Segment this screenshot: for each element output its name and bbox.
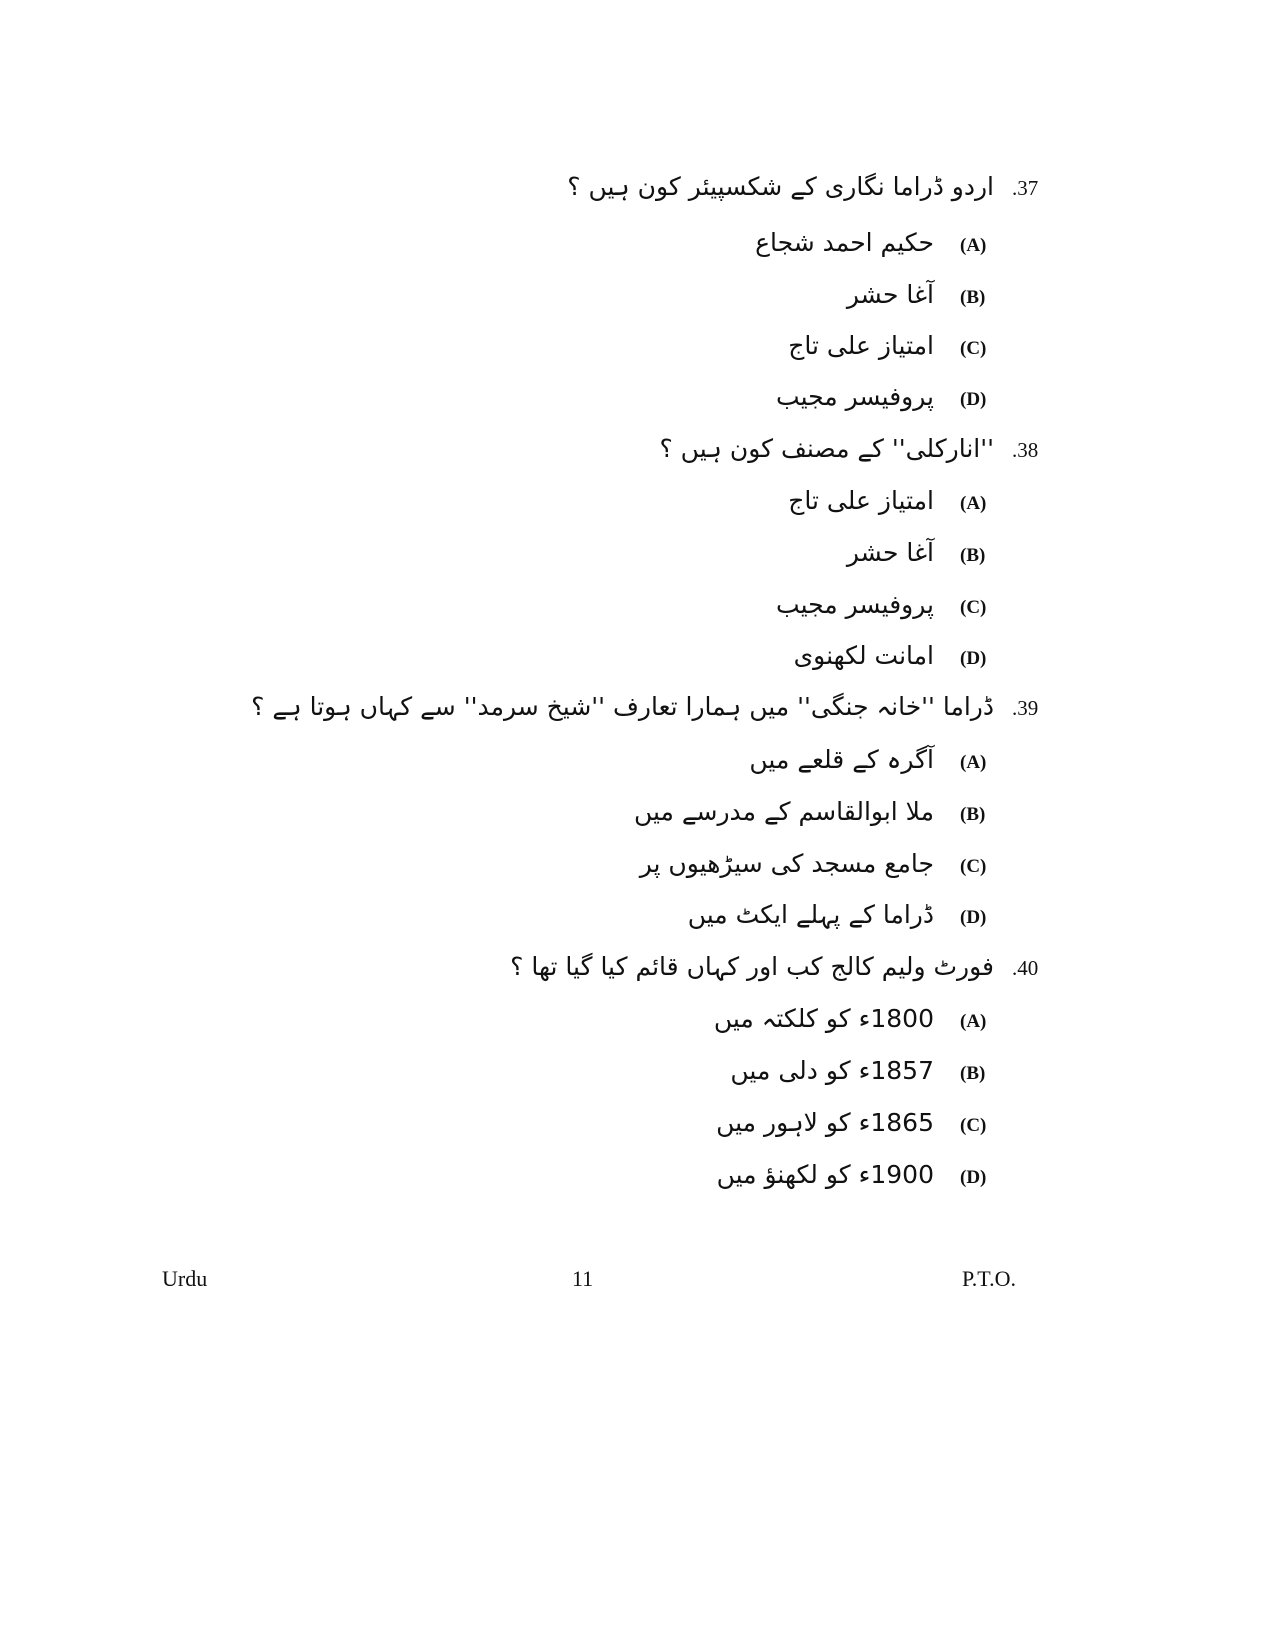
option-label: (A) xyxy=(960,1011,987,1032)
question-40 xyxy=(510,952,1060,981)
question-39 xyxy=(251,692,1060,721)
option-label: (A) xyxy=(960,493,987,514)
option-38-a xyxy=(788,486,1000,515)
option-text: ملا ابوالقاسم کے مدرسے میں xyxy=(633,797,934,826)
option-text: 1800ء کو کلکتہ میں xyxy=(713,1004,934,1033)
question-text: ڈراما ''خانہ جنگی'' میں ہمارا تعارف ''شیخ سرمد'' سے کہاں ہوتا ہے ؟ xyxy=(251,692,994,721)
question-37 xyxy=(567,172,1060,201)
option-38-b xyxy=(847,538,1000,567)
option-38-c xyxy=(776,590,1000,619)
option-label: (C) xyxy=(960,1115,987,1136)
option-39-c xyxy=(640,849,1000,878)
option-37-a xyxy=(755,228,1000,257)
option-label: (C) xyxy=(960,856,987,877)
question-text: اردو ڈراما نگاری کے شکسپیئر کون ہیں ؟ xyxy=(567,172,994,201)
option-text: جامع مسجد کی سیڑھیوں پر xyxy=(639,849,934,878)
question-number: .37 xyxy=(1012,176,1039,200)
option-37-b xyxy=(847,280,1000,309)
option-label: (C) xyxy=(960,597,987,618)
question-38 xyxy=(659,434,1060,463)
option-label: (B) xyxy=(960,1063,986,1084)
option-text: 1865ء کو لاہور میں xyxy=(716,1108,934,1137)
option-37-d xyxy=(776,382,1000,411)
option-38-d xyxy=(794,641,1000,670)
option-text: امتیاز علی تاج xyxy=(788,331,934,360)
option-39-b xyxy=(634,797,1000,826)
question-number: .39 xyxy=(1012,696,1039,720)
option-text: حکیم احمد شجاع xyxy=(755,228,934,257)
footer-pto: P.T.O. xyxy=(962,1266,1016,1291)
option-label: (A) xyxy=(960,752,987,773)
option-label: (D) xyxy=(960,389,987,410)
option-text: 1900ء کو لکھنؤ میں xyxy=(716,1160,934,1189)
footer-subject: Urdu xyxy=(162,1266,208,1291)
option-39-a xyxy=(749,745,1000,774)
option-label: (C) xyxy=(960,338,987,359)
option-label: (D) xyxy=(960,648,987,669)
question-text: فورٹ ولیم کالج کب اور کہاں قائم کیا گیا تھا ؟ xyxy=(510,952,994,981)
option-text: ڈراما کے پہلے ایکٹ میں xyxy=(687,900,934,929)
option-text: پروفیسر مجیب xyxy=(776,382,934,411)
option-text: آغا حشر xyxy=(846,280,934,309)
option-40-a xyxy=(714,1004,1000,1033)
option-37-c xyxy=(788,331,1000,360)
option-text: پروفیسر مجیب xyxy=(776,590,934,619)
option-label: (B) xyxy=(960,545,986,566)
option-40-c xyxy=(716,1108,1000,1137)
option-text: امتیاز علی تاج xyxy=(788,486,934,515)
option-label: (D) xyxy=(960,1167,987,1188)
question-number: .40 xyxy=(1012,956,1039,980)
option-label: (B) xyxy=(960,287,986,308)
option-label: (D) xyxy=(960,907,987,928)
footer-page-number: 11 xyxy=(572,1266,594,1291)
option-40-d xyxy=(717,1160,1000,1189)
option-text: آغا حشر xyxy=(846,538,934,567)
option-label: (A) xyxy=(960,235,987,256)
option-label: (B) xyxy=(960,804,986,825)
option-40-b xyxy=(730,1056,1000,1085)
question-number: .38 xyxy=(1012,438,1039,462)
option-text: آگرہ کے قلعے میں xyxy=(749,745,934,774)
option-39-d xyxy=(688,900,1000,929)
option-text: امانت لکھنوی xyxy=(793,641,934,670)
option-text: 1857ء کو دلی میں xyxy=(730,1056,934,1085)
question-text: ''انارکلی'' کے مصنف کون ہیں ؟ xyxy=(659,434,994,463)
